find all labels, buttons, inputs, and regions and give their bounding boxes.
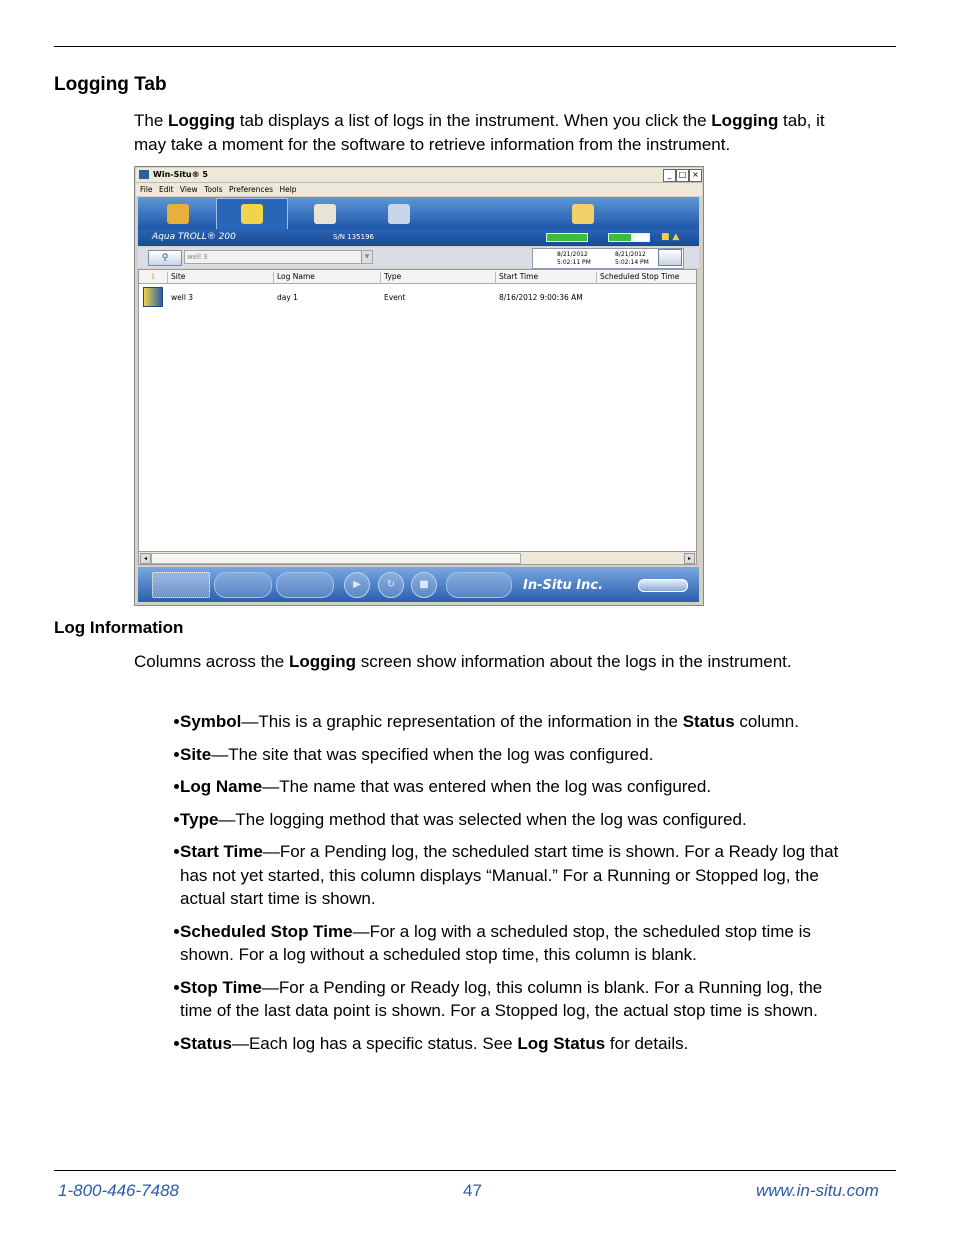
settings-icon [388, 204, 410, 224]
list-item: Status—Each log has a specific status. See Log Status for details. [134, 1032, 859, 1056]
footer-url[interactable]: www.in-situ.com [756, 1181, 879, 1200]
cell-site: well 3 [171, 293, 194, 302]
header-rule [54, 46, 896, 47]
menu-help[interactable]: Help [279, 185, 297, 194]
main-tab-bar [138, 197, 699, 229]
close-button[interactable]: × [689, 169, 702, 182]
menu-view[interactable]: View [179, 185, 198, 194]
col-log-name[interactable]: Log Name [273, 272, 315, 283]
window-titlebar [136, 168, 702, 183]
log-table [138, 269, 697, 553]
edit-log-button[interactable] [214, 572, 272, 598]
menu-edit[interactable]: Edit [158, 185, 174, 194]
stop-icon[interactable]: ■ [411, 572, 437, 598]
site-select-value: well 3 [187, 253, 208, 261]
status-icons: ■ ▲ [661, 232, 680, 242]
footer-phone: 1-800-446-7488 [58, 1181, 179, 1200]
scroll-right-icon[interactable]: ▸ [684, 553, 695, 564]
brand-logo: In-Situ Inc. [523, 578, 604, 593]
cell-type: Event [384, 293, 406, 302]
col-scheduled-stop[interactable]: Scheduled Stop Time [596, 272, 679, 283]
menu-tools[interactable]: Tools [204, 185, 223, 194]
scroll-left-icon[interactable]: ◂ [140, 553, 151, 564]
time-2: 8/21/2012 5:02:14 PM [615, 251, 649, 266]
scroll-thumb[interactable] [151, 553, 521, 564]
menu-bar [136, 183, 702, 196]
footer-rule [54, 1170, 896, 1171]
window-title: Win-Situ® 5 [153, 170, 208, 179]
menu-file[interactable]: File [140, 185, 153, 194]
device-name: Aqua TROLL® 200 [152, 232, 236, 242]
log-table-header [139, 270, 696, 284]
logging-screenshot [134, 166, 704, 606]
cell-log-name: day 1 [277, 293, 298, 302]
col-type[interactable]: Type [380, 272, 401, 283]
menu-preferences[interactable]: Preferences [228, 185, 274, 194]
sync-button[interactable] [658, 249, 682, 266]
intro-paragraph: The Logging tab displays a list of logs in the instrument. When you click the Logging tab, it may take a moment for the software to retrieve information from the instrument. [134, 111, 825, 154]
device-serial: S/N 135196 [333, 233, 374, 241]
memory-meter [608, 233, 650, 242]
columns-paragraph: Columns across the Logging screen show information about the logs in the instrument. [134, 652, 792, 671]
chevron-down-icon[interactable]: ▼ [361, 251, 372, 263]
list-item: Log Name—The name that was entered when the log was configured. [134, 775, 859, 799]
play-icon[interactable]: ▶ [344, 572, 370, 598]
reset-icon[interactable]: ↻ [378, 572, 404, 598]
sort-icon[interactable]: ⇩ [150, 272, 157, 281]
bottom-toolbar [138, 567, 699, 602]
logging-icon [241, 204, 263, 224]
site-select[interactable] [184, 250, 373, 264]
list-item: Start Time—For a Pending log, the scheduled start time is shown. For a Ready log that has not yet started, this column displays “Manual.” For a Running or Stopped log, the actual start time is shown. [134, 840, 859, 911]
download-button[interactable] [446, 572, 512, 598]
tab-settings[interactable] [364, 199, 434, 229]
col-site[interactable]: Site [167, 272, 185, 283]
log-list-button[interactable] [152, 572, 210, 598]
column-list [134, 710, 859, 1064]
list-item: Type—The logging method that was selected when the log was configured. [134, 808, 859, 832]
device-bar [138, 229, 699, 246]
table-row[interactable] [139, 287, 696, 305]
home-icon [167, 204, 189, 224]
delete-log-button[interactable] [276, 572, 334, 598]
horizontal-scrollbar[interactable] [138, 551, 697, 565]
tab-files[interactable] [548, 199, 618, 229]
minimize-button[interactable]: _ [663, 169, 676, 182]
maximize-button[interactable]: □ [676, 169, 689, 182]
battery-meter [546, 233, 588, 242]
list-item: Symbol—This is a graphic representation of the information in the Status column. [134, 710, 859, 734]
data-icon [314, 204, 336, 224]
tab-data[interactable] [290, 199, 360, 229]
connection-pill[interactable] [638, 579, 688, 592]
folder-icon [572, 204, 594, 224]
tab-logging[interactable] [216, 198, 288, 229]
cell-start-time: 8/16/2012 9:00:36 AM [499, 293, 583, 302]
tab-home[interactable] [143, 199, 213, 229]
app-icon [139, 170, 149, 179]
log-status-icon [143, 287, 163, 307]
section-title: Logging Tab [54, 74, 167, 95]
list-item: Stop Time—For a Pending or Ready log, this column is blank. For a Running log, the time of the last data point is shown. For a Stopped log, the actual stop time is shown. [134, 976, 859, 1023]
list-item: Scheduled Stop Time—For a log with a scheduled stop, the scheduled stop time is shown. For a log without a scheduled stop time, this column is blank. [134, 920, 859, 967]
list-item: Site—The site that was specified when the log was configured. [134, 743, 859, 767]
time-1: 8/21/2012 5:02:11 PM [557, 251, 591, 266]
footer-page-number: 47 [463, 1181, 482, 1200]
col-start-time[interactable]: Start Time [495, 272, 538, 283]
site-control-bar [138, 247, 699, 268]
subsection-title: Log Information [54, 618, 184, 637]
site-link-button[interactable]: ⚲ [148, 250, 182, 266]
